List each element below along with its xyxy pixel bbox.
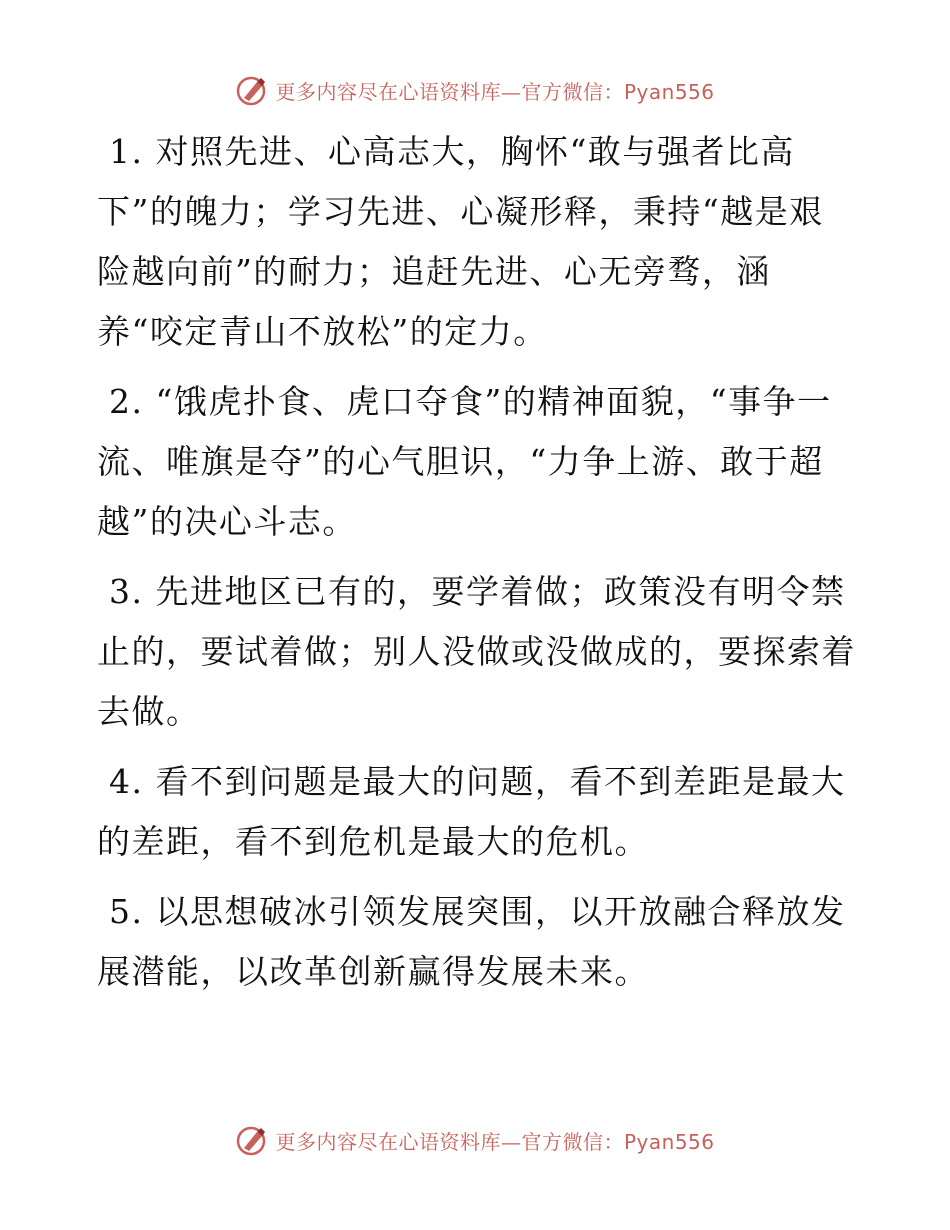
paragraph-2: 2. “饿虎扑食、虎口夺食”的精神面貌，“事争一流、唯旗是夺”的心气胆识，“力争上游、敢于超越”的决心斗志。	[97, 382, 832, 541]
paragraph-3: 3. 先进地区已有的，要学着做；政策没有明令禁止的，要试着做；别人没做或没做成的，要探索着去做。	[97, 572, 856, 731]
paragraph-4: 4. 看不到问题是最大的问题，看不到差距是最大的差距，看不到危机是最大的危机。	[97, 762, 846, 861]
footer-watermark	[0, 1120, 950, 1160]
document-body	[97, 122, 857, 1012]
paragraph-1: 1. 对照先进、心高志大，胸怀“敢与强者比高下”的魄力；学习先进、心凝形释，秉持“越是艰险越向前”的耐力；追赶先进、心无旁骛，涵养“咬定青山不放松”的定力。	[97, 132, 824, 351]
wechat-id: Pyan556	[623, 79, 715, 104]
pen-logo-icon	[235, 73, 269, 107]
paragraph-5: 5. 以思想破冰引领发展突围，以开放融合释放发展潜能，以改革创新赢得发展未来。	[97, 892, 846, 991]
watermark-text: 更多内容尽在心语资料库—官方微信：	[275, 1129, 624, 1154]
wechat-id: Pyan556	[623, 1129, 715, 1154]
header-watermark	[0, 70, 950, 110]
pen-logo-icon	[235, 1123, 269, 1157]
watermark-text: 更多内容尽在心语资料库—官方微信：	[275, 79, 624, 104]
